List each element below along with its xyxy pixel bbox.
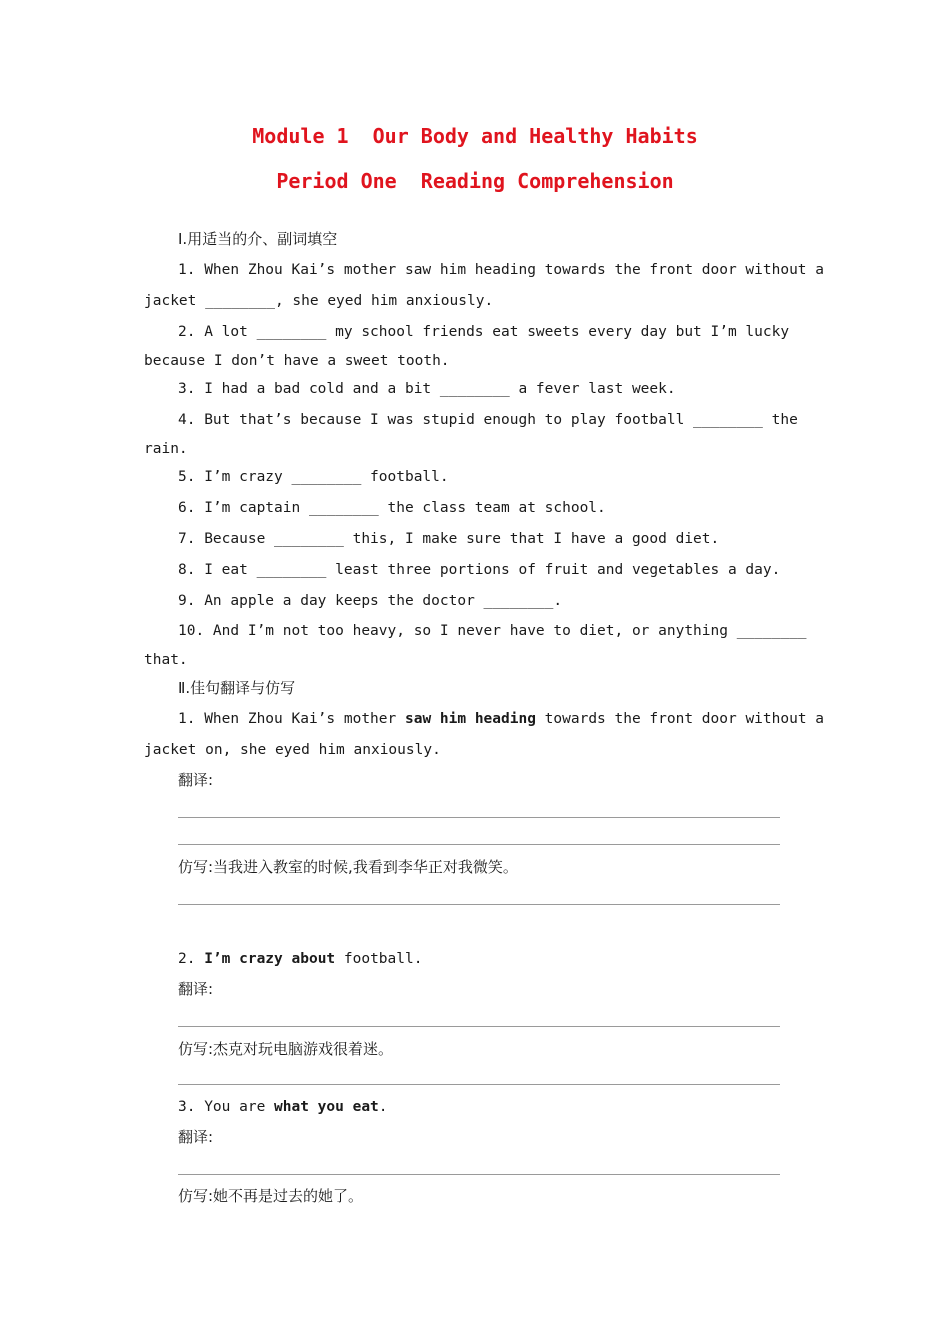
q3-line: 3. I had a bad cold and a bit ________ a fever last week. [178,381,676,397]
q7-line: 7. Because ________ this, I make sure that I have a good diet. [178,531,720,547]
s3-translate-label: 翻译: [178,1128,214,1146]
s1-answer-line-1[interactable] [178,817,780,818]
s1-key-phrase: saw him heading [404,711,536,727]
s1-line2: jacket on, she eyed him anxiously. [144,742,441,758]
s3-text-post: . [378,1099,388,1115]
q6-line: 6. I’m captain ________ the class team at school. [178,500,606,516]
q1-line1: 1. When Zhou Kai’s mother saw him heading towards the front door without a [178,262,825,278]
s2-text-pre: 2. [178,951,205,967]
q1-line2: jacket ________, she eyed him anxiously. [144,293,494,309]
q2-line1: 2. A lot ________ my school friends eat sweets every day but I’m lucky [178,324,790,340]
q2-line2: because I don’t have a sweet tooth. [144,353,450,369]
s2-line [178,949,422,969]
s1-text-post: towards the front door without a [535,711,825,727]
s1-line1 [178,709,824,729]
q4-line1: 4. But that’s because I was stupid enough to play football ________ the [178,412,798,428]
q5-line: 5. I’m crazy ________ football. [178,469,449,485]
s2-imitate: 仿写:杰克对玩电脑游戏很着迷。 [178,1040,394,1058]
s2-translate-label: 翻译: [178,980,214,998]
q10-line2: that. [144,652,188,668]
s3-key-phrase: what you eat [274,1099,379,1115]
q8-line: 8. I eat ________ least three portions of fruit and vegetables a day. [178,562,781,578]
q9-line: 9. An apple a day keeps the doctor ________. [178,593,563,609]
section2-heading: Ⅱ.佳句翻译与仿写 [178,679,296,697]
module-title: Module 1 Our Body and Healthy Habits [252,124,698,148]
s3-answer-line[interactable] [178,1174,780,1175]
period-title: Period One Reading Comprehension [276,169,674,193]
s3-text-pre: 3. You are [178,1099,275,1115]
q4-line2: rain. [144,441,188,457]
s2-answer-line[interactable] [178,1026,780,1027]
q10-line1: 10. And I’m not too heavy, so I never have to diet, or anything ________ [178,623,807,639]
section1-heading: Ⅰ.用适当的介、副词填空 [178,230,338,248]
s3-line [178,1097,388,1117]
s3-imitate: 仿写:她不再是过去的她了。 [178,1187,364,1205]
s2-text-post: football. [335,951,423,967]
s2-imitate-answer-line[interactable] [178,1084,780,1085]
s1-imitate: 仿写:当我进入教室的时候,我看到李华正对我微笑。 [178,858,518,876]
s2-key-phrase: I’m crazy about [204,951,336,967]
s1-answer-line-2[interactable] [178,844,780,845]
s1-imitate-answer-line[interactable] [178,904,780,905]
s1-text-pre: 1. When Zhou Kai’s mother [178,711,405,727]
s1-translate-label: 翻译: [178,771,214,789]
